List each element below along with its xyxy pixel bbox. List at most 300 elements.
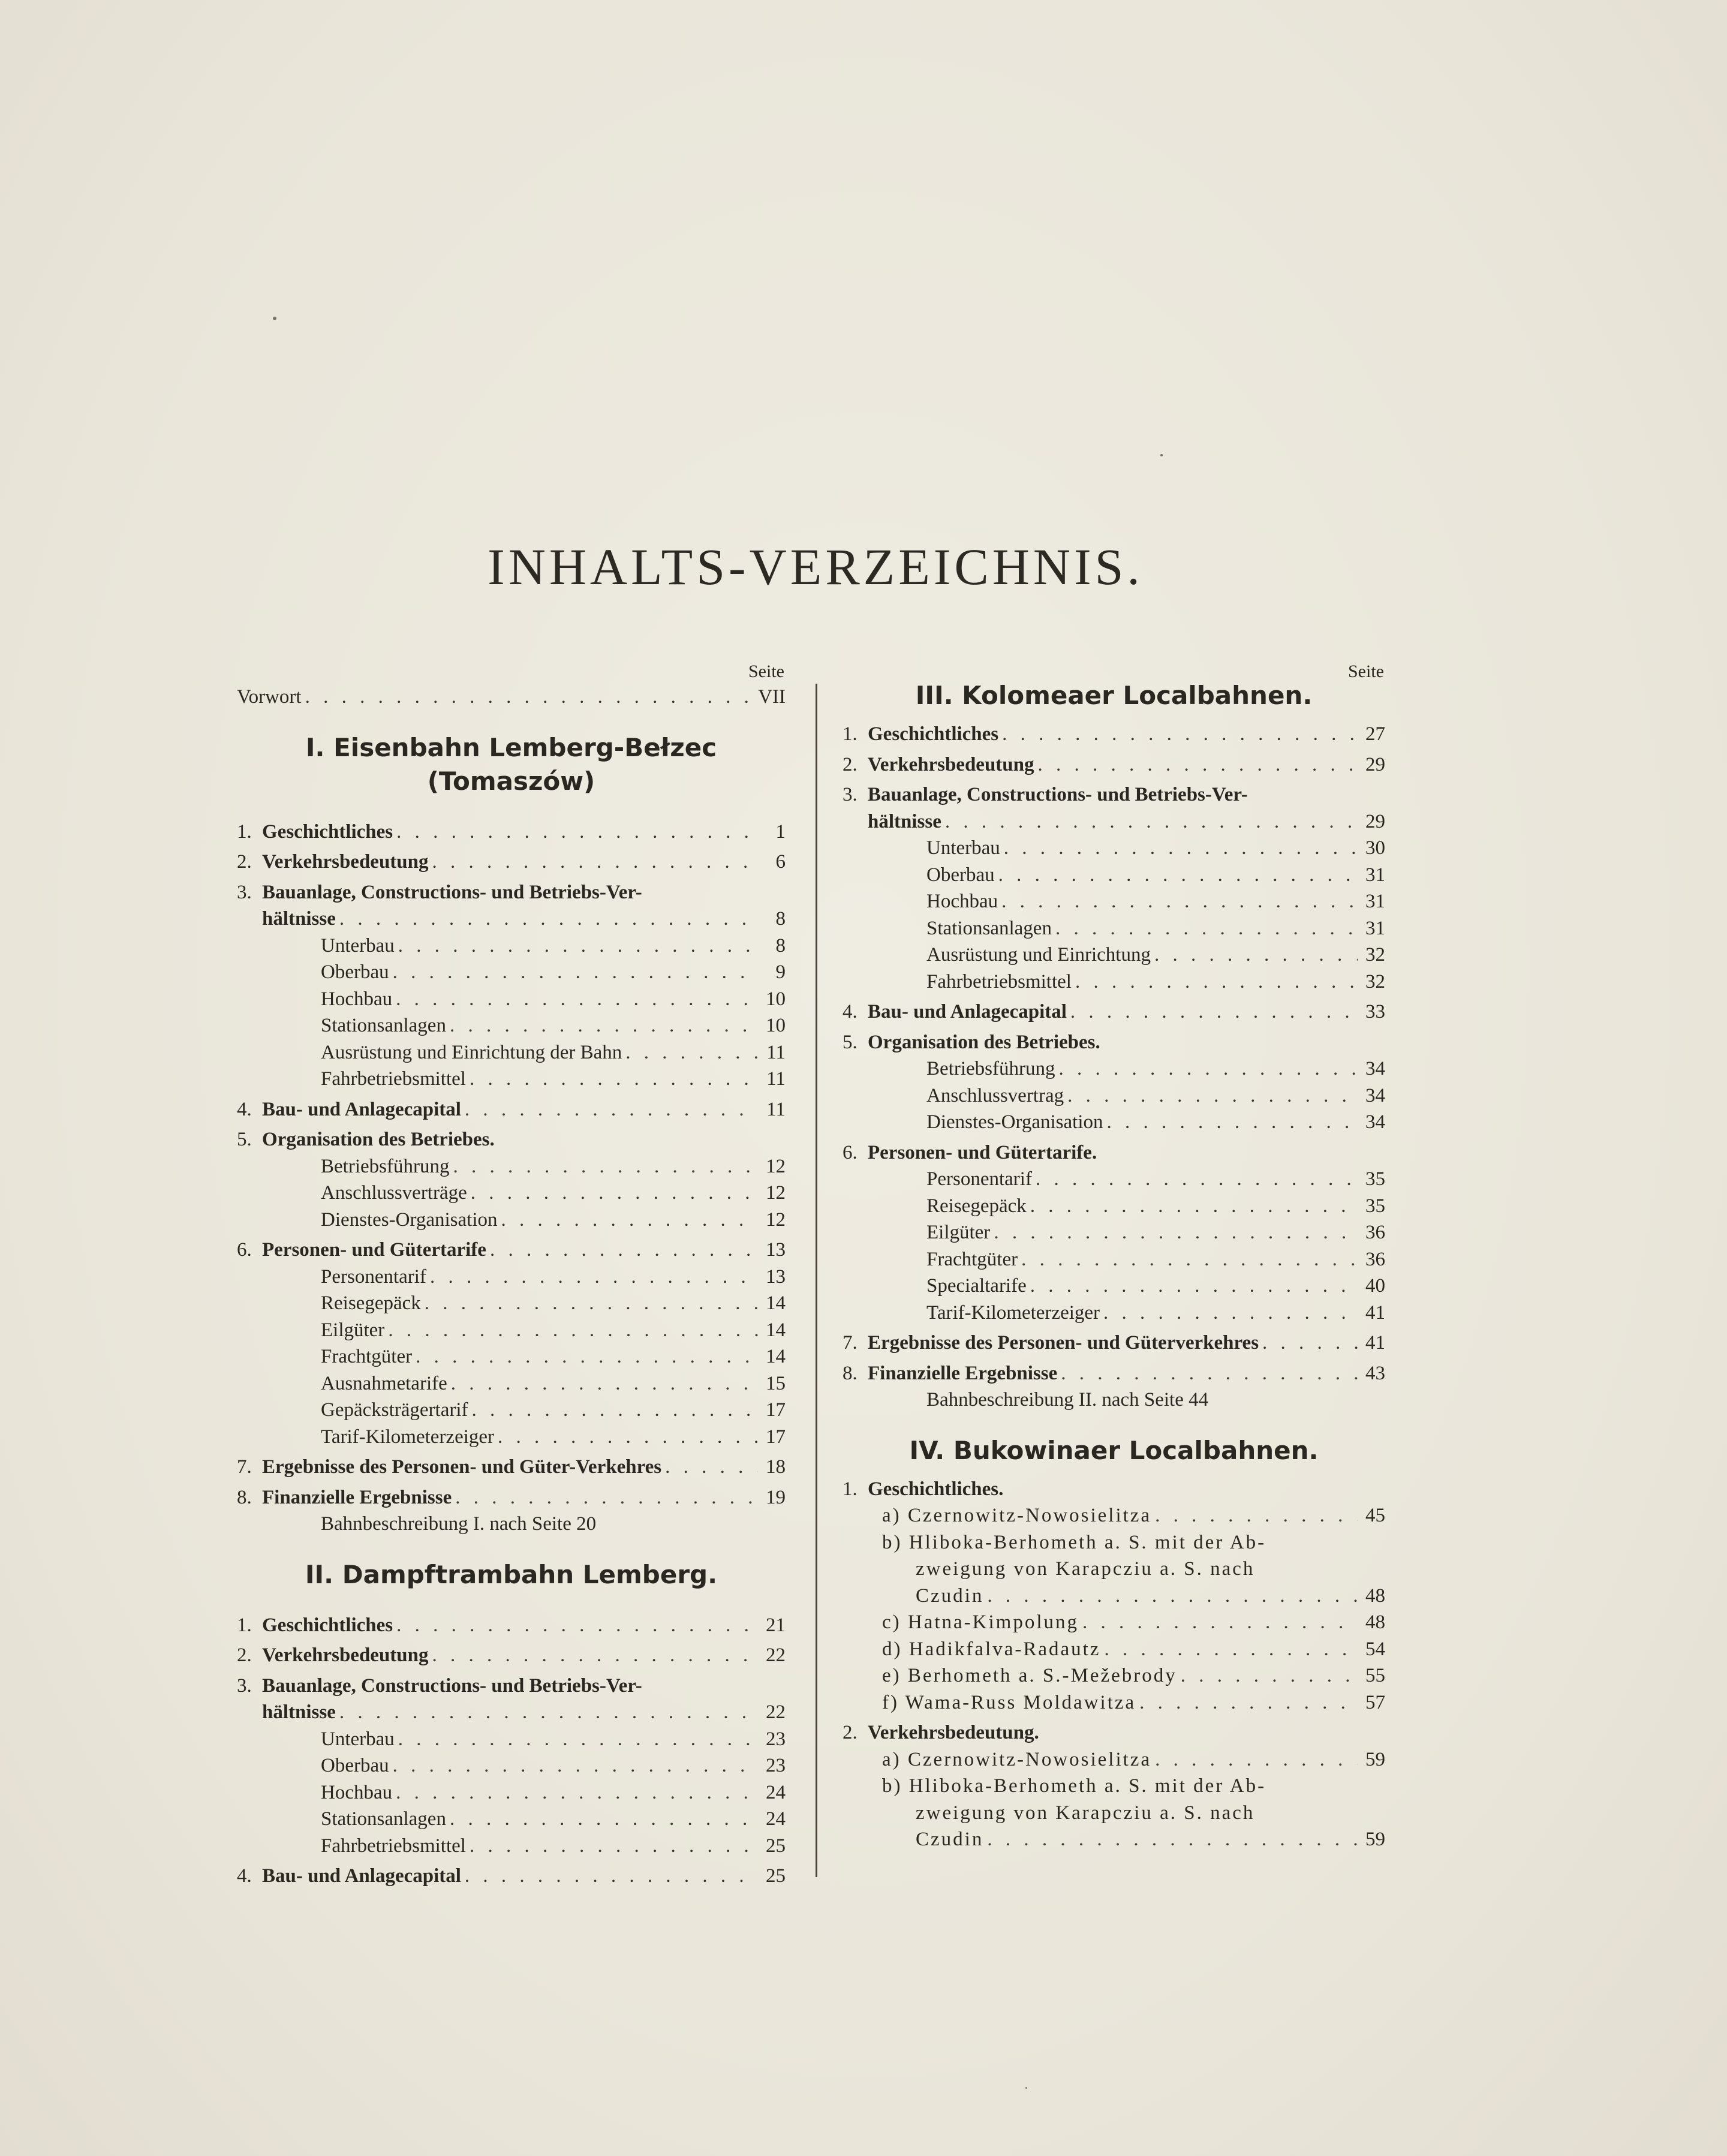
toc-entry-label: Frachtgüter xyxy=(926,1248,1018,1270)
toc-entry xyxy=(237,1096,786,1123)
toc-entry xyxy=(843,808,1385,835)
toc-entry-label: Verkehrsbedeutung xyxy=(262,851,429,873)
toc-entry-page: 22 xyxy=(766,1644,786,1666)
toc-entry-label: Geschichtliches xyxy=(262,1614,393,1636)
leader-dots xyxy=(465,1863,758,1890)
leader-dots xyxy=(396,819,758,846)
toc-entry xyxy=(237,1290,786,1317)
toc-entry xyxy=(237,1317,786,1344)
toc-entry-label: Reisegepäck xyxy=(321,1292,421,1314)
scan-speck xyxy=(1160,454,1163,456)
toc-entry-label: Verkehrsbedeutung. xyxy=(868,1722,1039,1743)
toc-entry-label: Unterbau xyxy=(321,1728,395,1750)
toc-entry-page: 24 xyxy=(766,1808,786,1830)
toc-entry xyxy=(843,1330,1385,1357)
toc-entry-label: Eilgüter xyxy=(926,1222,991,1243)
toc-entry-page: 14 xyxy=(766,1292,786,1314)
leader-dots xyxy=(398,933,758,960)
toc-entry-label: Geschichtliches xyxy=(868,723,999,745)
toc-entry-number: 2. xyxy=(843,753,858,775)
leader-dots xyxy=(388,1317,758,1344)
toc-entry-label: Unterbau xyxy=(321,934,395,957)
toc-entry-label: Fahrbetriebsmittel xyxy=(321,1835,466,1857)
leader-dots xyxy=(490,1237,758,1264)
toc-entry-label: c) Hatna-Kimpolung xyxy=(882,1611,1079,1633)
toc-entry-page: 36 xyxy=(1365,1248,1385,1270)
leader-dots xyxy=(396,1779,758,1806)
leader-dots xyxy=(1021,1246,1358,1273)
toc-entry-page: 17 xyxy=(766,1426,786,1448)
toc-entry-page: 14 xyxy=(766,1346,786,1367)
toc-entry-label: Dienstes-Organisation xyxy=(321,1208,498,1231)
toc-entry-page: 59 xyxy=(1365,1829,1385,1850)
toc-entry xyxy=(237,1066,786,1093)
toc-entry xyxy=(843,1166,1385,1193)
toc-entry-page: 10 xyxy=(766,988,786,1010)
toc-entry-label: Eilgüter xyxy=(321,1319,385,1341)
toc-entry xyxy=(843,1826,1385,1853)
toc-entry xyxy=(843,1139,1385,1166)
leader-dots xyxy=(987,1826,1358,1853)
leader-dots xyxy=(1058,1056,1358,1082)
toc-entry xyxy=(237,1699,786,1726)
toc-entry-page: 57 xyxy=(1365,1691,1385,1713)
toc-entry-label: Oberbau xyxy=(321,1755,389,1776)
seite-label: Seite xyxy=(748,661,784,681)
toc-entry-number: 2. xyxy=(237,851,252,873)
toc-entry-page: 11 xyxy=(766,1041,786,1063)
toc-right-column xyxy=(843,660,1385,1853)
leader-dots xyxy=(1104,1636,1358,1663)
leader-dots xyxy=(393,959,758,986)
toc-entry-label: Bahnbeschreibung I. nach Seite 20 xyxy=(321,1513,597,1535)
section-3-list xyxy=(843,721,1385,1414)
toc-entry-label: b) Hliboka-Berhometh a. S. mit der Ab- xyxy=(882,1775,1266,1797)
leader-dots xyxy=(1004,835,1358,862)
toc-entry-page: 35 xyxy=(1365,1168,1385,1190)
toc-entry-page: 17 xyxy=(766,1399,786,1421)
toc-entry-page: 43 xyxy=(1365,1362,1385,1384)
toc-entry xyxy=(843,942,1385,969)
toc-entry-label: Bahnbeschreibung II. nach Seite 44 xyxy=(926,1389,1209,1411)
leader-dots xyxy=(1082,1609,1358,1636)
toc-entry-number: 5. xyxy=(843,1031,858,1053)
toc-entry xyxy=(237,1264,786,1291)
toc-entry-page: 29 xyxy=(1365,753,1385,775)
toc-entry-label: Hochbau xyxy=(321,1781,393,1803)
toc-entry-number: 8. xyxy=(843,1362,858,1384)
toc-entry-label: Betriebsführung xyxy=(926,1058,1055,1079)
toc-entry-label: Hochbau xyxy=(321,988,393,1010)
leader-dots xyxy=(1061,1360,1358,1387)
toc-entry-page: 25 xyxy=(766,1835,786,1857)
toc-entry-label: Dienstes-Organisation xyxy=(926,1111,1103,1133)
toc-entry-page: 13 xyxy=(766,1239,786,1261)
leader-dots xyxy=(498,1424,758,1451)
leader-dots xyxy=(396,1612,758,1639)
toc-entry-label: Oberbau xyxy=(321,961,389,983)
toc-entry xyxy=(237,933,786,960)
toc-entry xyxy=(237,1806,786,1833)
toc-entry-page: 12 xyxy=(766,1208,786,1231)
toc-entry xyxy=(843,1246,1385,1273)
toc-entry-label: Unterbau xyxy=(926,837,1000,859)
toc-entry xyxy=(843,781,1385,808)
toc-entry-label: Organisation des Betriebes. xyxy=(868,1031,1100,1053)
toc-entry-page: 14 xyxy=(766,1319,786,1341)
toc-entry-label: Fahrbetriebsmittel xyxy=(926,970,1072,993)
toc-entry xyxy=(237,1673,786,1700)
toc-entry-page: 35 xyxy=(1365,1195,1385,1217)
toc-entry xyxy=(843,1583,1385,1610)
leader-dots xyxy=(987,1583,1358,1610)
toc-entry xyxy=(237,959,786,986)
toc-entry-label: Oberbau xyxy=(926,864,995,886)
page-title: INHALTS-VERZEICHNIS. xyxy=(488,538,1144,596)
toc-entry-page: 25 xyxy=(766,1865,786,1887)
leader-dots xyxy=(432,1642,759,1669)
leader-dots xyxy=(1262,1330,1358,1357)
leader-dots xyxy=(1036,1166,1358,1193)
toc-entry-label: hältnisse xyxy=(262,1701,336,1723)
leader-dots xyxy=(1107,1109,1358,1136)
leader-dots xyxy=(471,1180,758,1207)
toc-entry-page: 22 xyxy=(766,1701,786,1723)
toc-entry-page: 19 xyxy=(766,1486,786,1508)
toc-entry-label: Gepäcksträgertarif xyxy=(321,1399,468,1421)
toc-entry-page: 36 xyxy=(1365,1222,1385,1243)
leader-dots xyxy=(1139,1689,1358,1716)
toc-entry xyxy=(843,721,1385,748)
toc-entry-label: Ergebnisse des Personen- und Güterverkehres xyxy=(868,1332,1259,1354)
toc-entry xyxy=(843,1029,1385,1056)
toc-entry-page: 23 xyxy=(766,1728,786,1750)
toc-entry-label: Specialtarife xyxy=(926,1275,1027,1297)
section-2-list xyxy=(237,1612,786,1890)
toc-entry-label: Reisegepäck xyxy=(926,1195,1027,1217)
toc-entry xyxy=(843,1273,1385,1300)
toc-entry-page: 12 xyxy=(766,1182,786,1204)
leader-dots xyxy=(1103,1300,1358,1327)
toc-entry-label: Bau- und Anlagecapital xyxy=(868,1001,1067,1023)
toc-entry xyxy=(843,915,1385,942)
toc-entry-label: Finanzielle Ergebnisse xyxy=(262,1486,452,1508)
toc-entry-label: b) Hliboka-Berhometh a. S. mit der Ab- xyxy=(882,1531,1266,1553)
toc-entry-label: Ausrüstung und Einrichtung der Bahn xyxy=(321,1041,622,1063)
toc-entry-page: 24 xyxy=(766,1781,786,1803)
leader-dots xyxy=(393,1752,758,1779)
toc-entry-page: 11 xyxy=(766,1068,786,1090)
toc-entry-label: f) Wama-Russ Moldawitza xyxy=(882,1691,1136,1713)
leader-dots xyxy=(339,906,758,933)
leader-dots xyxy=(1070,999,1358,1026)
toc-entry xyxy=(843,1609,1385,1636)
toc-entry-page: 23 xyxy=(766,1755,786,1776)
toc-entry-number: 1. xyxy=(843,1478,858,1500)
toc-entry-label: e) Berhometh a. S.-Mežebrody xyxy=(882,1665,1177,1686)
leader-dots xyxy=(472,1397,758,1424)
toc-entry xyxy=(237,1237,786,1264)
toc-entry xyxy=(843,835,1385,862)
toc-entry-page: 34 xyxy=(1365,1058,1385,1079)
toc-entry xyxy=(237,1343,786,1370)
toc-entry-page: 27 xyxy=(1365,723,1385,745)
leader-dots xyxy=(1154,942,1358,969)
toc-entry-page: 59 xyxy=(1365,1748,1385,1770)
leader-dots xyxy=(339,1699,758,1726)
toc-entry-label: Anschlussvertrag xyxy=(926,1084,1064,1106)
leader-dots xyxy=(1067,1082,1358,1109)
toc-entry-number: 1. xyxy=(237,820,252,843)
toc-entry-label: zweigung von Karapcziu a. S. nach xyxy=(916,1558,1255,1580)
toc-entry-page: 41 xyxy=(1365,1301,1385,1324)
toc-entry xyxy=(843,1360,1385,1387)
section-title-3: III. Kolomeaer Localbahnen. xyxy=(915,681,1313,710)
leader-dots xyxy=(455,1484,758,1511)
toc-entry-label: Ergebnisse des Personen- und Güter-Verkehres xyxy=(262,1456,662,1478)
leader-dots xyxy=(1055,915,1358,942)
section-title-1: I. Eisenbahn Lemberg-Bełzec (Tomaszów) xyxy=(305,732,717,796)
toc-entry-label: Tarif-Kilometerzeiger xyxy=(926,1301,1100,1324)
toc-entry xyxy=(843,969,1385,996)
toc-entry xyxy=(843,1109,1385,1136)
section-1-list xyxy=(237,819,786,1538)
toc-entry xyxy=(237,1039,786,1066)
toc-entry-page: 6 xyxy=(775,851,786,873)
leader-dots xyxy=(305,684,755,711)
toc-entry-number: 4. xyxy=(237,1865,252,1887)
toc-entry-label: a) Czernowitz-Nowosielitza xyxy=(882,1748,1152,1770)
leader-dots xyxy=(430,1264,758,1291)
toc-entry-page: 11 xyxy=(766,1098,786,1120)
toc-entry-page: 31 xyxy=(1365,917,1385,939)
toc-entry-label: Geschichtliches xyxy=(262,820,393,843)
toc-entry-page: 32 xyxy=(1365,970,1385,993)
toc-entry-number: 7. xyxy=(237,1456,252,1478)
toc-entry xyxy=(843,1773,1385,1800)
leader-dots xyxy=(1030,1193,1358,1220)
toc-entry-label: Fahrbetriebsmittel xyxy=(321,1068,466,1090)
leader-dots xyxy=(416,1343,758,1370)
toc-entry xyxy=(843,1193,1385,1220)
toc-entry xyxy=(843,1219,1385,1246)
toc-entry xyxy=(843,1636,1385,1663)
toc-entry xyxy=(843,1387,1385,1414)
toc-entry-page: 21 xyxy=(766,1614,786,1636)
toc-entry-label: Bauanlage, Constructions- und Betriebs-Ver- xyxy=(262,881,642,903)
toc-entry-label: Anschlussverträge xyxy=(321,1182,467,1204)
leader-dots xyxy=(1155,1502,1358,1529)
toc-entry-page: 15 xyxy=(766,1372,786,1394)
toc-entry-number: 4. xyxy=(237,1098,252,1120)
toc-entry-label: Geschichtliches. xyxy=(868,1478,1004,1500)
leader-dots xyxy=(501,1207,758,1234)
leader-dots xyxy=(425,1290,758,1317)
toc-entry-page: 41 xyxy=(1365,1332,1385,1354)
toc-entry-page: 29 xyxy=(1365,810,1385,832)
toc-entry-number: 2. xyxy=(237,1644,252,1666)
toc-entry-label: Stationsanlagen xyxy=(321,1015,446,1036)
toc-entry-label: Hochbau xyxy=(926,891,998,912)
leader-dots xyxy=(451,1370,758,1397)
toc-entry-page: 12 xyxy=(766,1155,786,1177)
toc-entry xyxy=(237,1726,786,1753)
toc-entry-label: hältnisse xyxy=(868,810,941,832)
toc-entry-page: 48 xyxy=(1365,1584,1385,1607)
toc-entry xyxy=(237,1752,786,1779)
toc-entry xyxy=(843,1476,1385,1503)
toc-entry-label: Ausrüstung und Einrichtung xyxy=(926,944,1151,966)
toc-entry-label: Personen- und Gütertarife xyxy=(262,1239,486,1261)
toc-entry xyxy=(237,1612,786,1639)
toc-entry-label: Organisation des Betriebes. xyxy=(262,1129,495,1150)
leader-dots xyxy=(465,1096,758,1123)
toc-entry-label: Verkehrsbedeutung xyxy=(868,753,1034,775)
toc-entry-page: 55 xyxy=(1365,1665,1385,1686)
toc-entry-label: Verkehrsbedeutung xyxy=(262,1644,429,1666)
toc-entry-page: VII xyxy=(758,686,786,708)
toc-entry-label: Finanzielle Ergebnisse xyxy=(868,1362,1058,1384)
leader-dots xyxy=(994,1219,1358,1246)
toc-entry xyxy=(843,1800,1385,1827)
toc-entry-page: 30 xyxy=(1365,837,1385,859)
toc-entry xyxy=(237,1484,786,1511)
leader-dots xyxy=(1002,721,1358,748)
toc-entry xyxy=(237,1012,786,1039)
toc-entry-page: 40 xyxy=(1365,1275,1385,1297)
toc-entry-label: Czudin xyxy=(916,1829,984,1850)
leader-dots xyxy=(450,1012,758,1039)
toc-entry xyxy=(237,1180,786,1207)
toc-entry-label: Frachtgüter xyxy=(321,1346,413,1367)
leader-dots xyxy=(396,986,758,1013)
toc-entry xyxy=(843,862,1385,889)
leader-dots xyxy=(470,1833,758,1860)
toc-entry-number: 6. xyxy=(237,1239,252,1261)
toc-entry xyxy=(843,888,1385,915)
toc-entry-label: Bau- und Anlagecapital xyxy=(262,1865,461,1887)
toc-entry-page: 8 xyxy=(775,908,786,930)
toc-entry-label: Bauanlage, Constructions- und Betriebs-Ver- xyxy=(262,1674,642,1697)
toc-entry-page: 31 xyxy=(1365,891,1385,912)
toc-entry-page: 9 xyxy=(775,961,786,983)
scan-speck xyxy=(273,317,276,320)
section-title-2: II. Dampftrambahn Lemberg. xyxy=(305,1559,718,1589)
toc-entry-page: 1 xyxy=(775,820,786,843)
toc-entry-number: 1. xyxy=(843,723,858,745)
toc-entry xyxy=(237,849,786,876)
toc-entry xyxy=(843,1529,1385,1556)
toc-entry xyxy=(843,1662,1385,1689)
leader-dots xyxy=(432,849,759,876)
toc-entry xyxy=(237,1511,786,1538)
leader-dots xyxy=(945,808,1358,835)
toc-entry xyxy=(237,1153,786,1180)
toc-entry-label: zweigung von Karapcziu a. S. nach xyxy=(916,1802,1255,1824)
section-title-4: IV. Bukowinaer Localbahnen. xyxy=(909,1435,1319,1465)
leader-dots xyxy=(450,1806,758,1833)
leader-dots xyxy=(1030,1273,1358,1300)
toc-entry-label: Personentarif xyxy=(926,1168,1032,1190)
toc-entry xyxy=(237,1642,786,1669)
toc-entry-page: 45 xyxy=(1365,1505,1385,1526)
toc-entry xyxy=(237,1863,786,1890)
seite-label: Seite xyxy=(1348,661,1384,681)
leader-dots xyxy=(665,1454,758,1481)
toc-entry-label: hältnisse xyxy=(262,908,336,930)
toc-entry xyxy=(237,819,786,846)
toc-entry-label: d) Hadikfalva-Radautz xyxy=(882,1638,1101,1660)
toc-entry-number: 1. xyxy=(237,1614,252,1636)
leader-dots xyxy=(470,1066,758,1093)
toc-entry xyxy=(843,1746,1385,1773)
toc-entry-vorwort xyxy=(237,684,786,711)
leader-dots xyxy=(998,862,1358,889)
toc-entry-page: 8 xyxy=(775,934,786,957)
toc-entry-number: 4. xyxy=(843,1001,858,1023)
toc-entry-page: 34 xyxy=(1365,1111,1385,1133)
toc-entry-number: 7. xyxy=(843,1332,858,1354)
toc-entry-number: 3. xyxy=(237,1674,252,1697)
toc-entry-label: Stationsanlagen xyxy=(926,917,1052,939)
toc-entry-page: 54 xyxy=(1365,1638,1385,1660)
toc-entry xyxy=(237,986,786,1013)
toc-entry xyxy=(237,1779,786,1806)
toc-entry-label: Betriebsführung xyxy=(321,1155,450,1177)
leader-dots xyxy=(1038,751,1358,778)
toc-entry xyxy=(843,1056,1385,1082)
toc-entry xyxy=(843,1719,1385,1746)
leader-dots xyxy=(453,1153,758,1180)
toc-entry xyxy=(237,1454,786,1481)
toc-entry xyxy=(237,1126,786,1153)
toc-entry-page: 33 xyxy=(1365,1001,1385,1023)
toc-entry xyxy=(843,1082,1385,1109)
toc-entry-label: a) Czernowitz-Nowosielitza xyxy=(882,1505,1152,1526)
toc-entry xyxy=(237,1424,786,1451)
toc-entry-label: Personen- und Gütertarife. xyxy=(868,1141,1097,1163)
toc-entry-label: Czudin xyxy=(916,1584,984,1607)
toc-entry xyxy=(843,1502,1385,1529)
toc-entry-page: 18 xyxy=(766,1456,786,1478)
leader-dots xyxy=(1155,1746,1358,1773)
toc-entry-page: 31 xyxy=(1365,864,1385,886)
leader-dots xyxy=(1181,1662,1358,1689)
toc-entry-label: Bauanlage, Constructions- und Betriebs-Ver- xyxy=(868,784,1248,805)
leader-dots xyxy=(1001,888,1358,915)
toc-entry xyxy=(843,999,1385,1026)
toc-entry xyxy=(237,879,786,906)
toc-entry-number: 2. xyxy=(843,1722,858,1743)
toc-entry-page: 10 xyxy=(766,1015,786,1036)
toc-entry-label: Personentarif xyxy=(321,1265,426,1288)
toc-entry xyxy=(237,906,786,933)
toc-entry-number: 3. xyxy=(843,784,858,805)
toc-entry xyxy=(237,1833,786,1860)
toc-entry xyxy=(843,751,1385,778)
toc-entry-page: 48 xyxy=(1365,1611,1385,1633)
toc-entry-number: 6. xyxy=(843,1141,858,1163)
toc-left-column xyxy=(237,660,786,1890)
toc-entry-label: Tarif-Kilometerzeiger xyxy=(321,1426,495,1448)
scan-speck xyxy=(1025,2087,1027,2089)
toc-entry-number: 3. xyxy=(237,881,252,903)
toc-entry xyxy=(843,1300,1385,1327)
toc-entry xyxy=(843,1556,1385,1583)
toc-entry-page: 32 xyxy=(1365,944,1385,966)
toc-entry xyxy=(237,1370,786,1397)
toc-entry-page: 34 xyxy=(1365,1084,1385,1106)
